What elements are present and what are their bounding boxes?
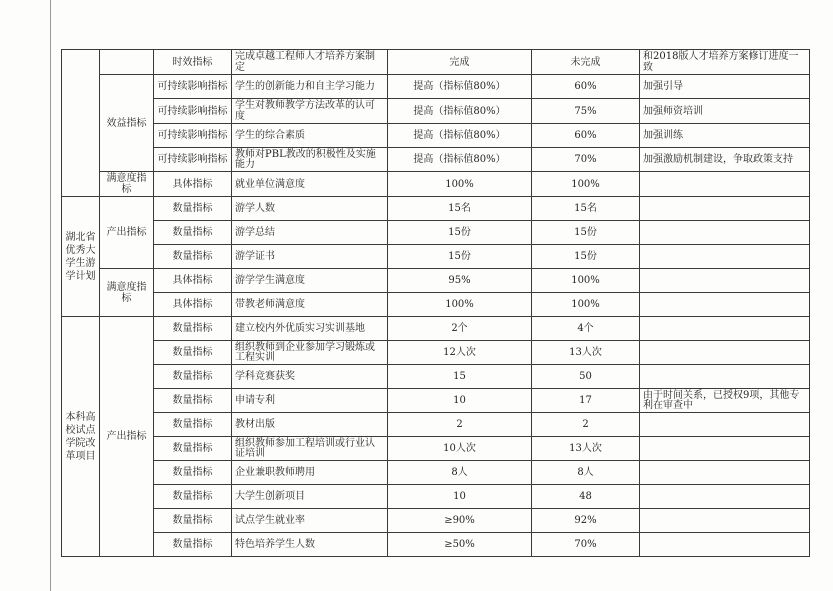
table-row bbox=[62, 461, 810, 485]
content-cell: 带教老师满意度 bbox=[232, 293, 388, 317]
level3-cell: 数量指标 bbox=[154, 533, 232, 557]
actual-cell: 70% bbox=[532, 148, 640, 172]
content-cell: 大学生创新项目 bbox=[232, 485, 388, 509]
actual-cell: 15份 bbox=[532, 245, 640, 269]
table-row bbox=[62, 172, 810, 197]
content-cell: 教材出版 bbox=[232, 413, 388, 437]
table-row bbox=[62, 293, 810, 317]
table-row bbox=[62, 533, 810, 557]
content-cell: 完成卓越工程师人才培养方案制定 bbox=[232, 50, 388, 75]
target-cell: 15名 bbox=[388, 197, 532, 221]
actual-cell: 4个 bbox=[532, 317, 640, 341]
note-cell bbox=[640, 341, 810, 365]
actual-cell: 100% bbox=[532, 269, 640, 293]
target-cell: 10 bbox=[388, 389, 532, 413]
content-cell: 组织教师到企业参加学习锻炼或工程实训 bbox=[232, 341, 388, 365]
target-cell: 12人次 bbox=[388, 341, 532, 365]
note-cell bbox=[640, 197, 810, 221]
actual-cell: 8人 bbox=[532, 461, 640, 485]
target-cell: 10人次 bbox=[388, 437, 532, 461]
target-cell: 2个 bbox=[388, 317, 532, 341]
target-cell: 8人 bbox=[388, 461, 532, 485]
level2-cell-blank bbox=[100, 50, 154, 75]
actual-cell: 13人次 bbox=[532, 437, 640, 461]
level3-cell: 数量指标 bbox=[154, 365, 232, 389]
table-row bbox=[62, 197, 810, 221]
table-row bbox=[62, 365, 810, 389]
content-cell: 申请专利 bbox=[232, 389, 388, 413]
note-cell: 加强引导 bbox=[640, 75, 810, 99]
actual-cell: 未完成 bbox=[532, 50, 640, 75]
table-row bbox=[62, 75, 810, 99]
level3-cell: 可持续影响指标 bbox=[154, 99, 232, 124]
content-cell: 学生对教师教学方法改革的认可度 bbox=[232, 99, 388, 124]
actual-cell: 60% bbox=[532, 75, 640, 99]
actual-cell: 100% bbox=[532, 172, 640, 197]
content-cell: 就业单位满意度 bbox=[232, 172, 388, 197]
content-cell: 组织教师参加工程培训或行业认证培训 bbox=[232, 437, 388, 461]
level2-cell-satisfaction: 满意度指标 bbox=[100, 269, 154, 317]
note-cell: 由于时间关系，已授权9项，其他专利在审查中 bbox=[640, 389, 810, 413]
target-cell: 10 bbox=[388, 485, 532, 509]
level3-cell: 具体指标 bbox=[154, 293, 232, 317]
table-row bbox=[62, 124, 810, 148]
level3-cell: 数量指标 bbox=[154, 317, 232, 341]
project-cell-pilot: 本科高校试点学院改革项目 bbox=[62, 317, 100, 557]
note-cell bbox=[640, 221, 810, 245]
note-cell bbox=[640, 269, 810, 293]
target-cell: 提高（指标值80%） bbox=[388, 148, 532, 172]
level3-cell: 可持续影响指标 bbox=[154, 124, 232, 148]
target-cell: ≥50% bbox=[388, 533, 532, 557]
actual-cell: 2 bbox=[532, 413, 640, 437]
actual-cell: 70% bbox=[532, 533, 640, 557]
level3-cell: 数量指标 bbox=[154, 413, 232, 437]
level3-cell: 具体指标 bbox=[154, 172, 232, 197]
content-cell: 游学人数 bbox=[232, 197, 388, 221]
note-cell bbox=[640, 461, 810, 485]
target-cell: 100% bbox=[388, 172, 532, 197]
level2-cell-satisfaction: 满意度指标 bbox=[100, 172, 154, 197]
level3-cell: 数量指标 bbox=[154, 437, 232, 461]
table-row bbox=[62, 389, 810, 413]
note-cell bbox=[640, 437, 810, 461]
target-cell: ≥90% bbox=[388, 509, 532, 533]
level3-cell: 数量指标 bbox=[154, 197, 232, 221]
content-cell: 试点学生就业率 bbox=[232, 509, 388, 533]
level3-cell: 数量指标 bbox=[154, 389, 232, 413]
content-cell: 游学证书 bbox=[232, 245, 388, 269]
target-cell: 提高（指标值80%） bbox=[388, 124, 532, 148]
level3-cell: 数量指标 bbox=[154, 341, 232, 365]
table-row bbox=[62, 509, 810, 533]
level3-cell: 数量指标 bbox=[154, 509, 232, 533]
content-cell: 学生的综合素质 bbox=[232, 124, 388, 148]
table-row bbox=[62, 485, 810, 509]
target-cell: 2 bbox=[388, 413, 532, 437]
actual-cell: 92% bbox=[532, 509, 640, 533]
table-row bbox=[62, 245, 810, 269]
actual-cell: 60% bbox=[532, 124, 640, 148]
note-cell: 加强激励机制建设，争取政策支持 bbox=[640, 148, 810, 172]
level3-cell: 数量指标 bbox=[154, 221, 232, 245]
actual-cell: 17 bbox=[532, 389, 640, 413]
level3-cell: 具体指标 bbox=[154, 269, 232, 293]
note-cell bbox=[640, 245, 810, 269]
table-row bbox=[62, 99, 810, 124]
table-row bbox=[62, 50, 810, 75]
level2-cell-effect: 效益指标 bbox=[100, 75, 154, 172]
table-row bbox=[62, 221, 810, 245]
project-cell-hubei: 湖北省优秀大学生游学计划 bbox=[62, 197, 100, 317]
project-cell-previous bbox=[62, 50, 100, 197]
actual-cell: 48 bbox=[532, 485, 640, 509]
note-cell bbox=[640, 413, 810, 437]
table-row bbox=[62, 413, 810, 437]
content-cell: 教师对PBL教改的积极性及实施能力 bbox=[232, 148, 388, 172]
note-cell: 加强师资培训 bbox=[640, 99, 810, 124]
actual-cell: 13人次 bbox=[532, 341, 640, 365]
actual-cell: 100% bbox=[532, 293, 640, 317]
content-cell: 游学总结 bbox=[232, 221, 388, 245]
target-cell: 提高（指标值80%） bbox=[388, 75, 532, 99]
note-cell bbox=[640, 485, 810, 509]
note-cell bbox=[640, 293, 810, 317]
target-cell: 95% bbox=[388, 269, 532, 293]
table-row bbox=[62, 341, 810, 365]
content-cell: 游学学生满意度 bbox=[232, 269, 388, 293]
level3-cell: 数量指标 bbox=[154, 485, 232, 509]
note-cell: 和2018版人才培养方案修订进度一致 bbox=[640, 50, 810, 75]
note-cell bbox=[640, 365, 810, 389]
actual-cell: 15名 bbox=[532, 197, 640, 221]
note-cell: 加强训练 bbox=[640, 124, 810, 148]
table-row bbox=[62, 148, 810, 172]
performance-indicator-table bbox=[61, 49, 810, 557]
content-cell: 学科竞赛获奖 bbox=[232, 365, 388, 389]
actual-cell: 75% bbox=[532, 99, 640, 124]
note-cell bbox=[640, 317, 810, 341]
target-cell: 完成 bbox=[388, 50, 532, 75]
level3-cell: 数量指标 bbox=[154, 245, 232, 269]
table-row bbox=[62, 437, 810, 461]
target-cell: 15 bbox=[388, 365, 532, 389]
target-cell: 15份 bbox=[388, 245, 532, 269]
note-cell bbox=[640, 533, 810, 557]
target-cell: 15份 bbox=[388, 221, 532, 245]
note-cell bbox=[640, 172, 810, 197]
content-cell: 企业兼职教师聘用 bbox=[232, 461, 388, 485]
content-cell: 建立校内外优质实习实训基地 bbox=[232, 317, 388, 341]
actual-cell: 15份 bbox=[532, 221, 640, 245]
level3-cell: 时效指标 bbox=[154, 50, 232, 75]
table-row bbox=[62, 269, 810, 293]
level3-cell: 可持续影响指标 bbox=[154, 148, 232, 172]
level3-cell: 数量指标 bbox=[154, 461, 232, 485]
content-cell: 特色培养学生人数 bbox=[232, 533, 388, 557]
margin-line bbox=[50, 0, 51, 591]
table-row bbox=[62, 317, 810, 341]
target-cell: 100% bbox=[388, 293, 532, 317]
target-cell: 提高（指标值80%） bbox=[388, 99, 532, 124]
level3-cell: 可持续影响指标 bbox=[154, 75, 232, 99]
actual-cell: 50 bbox=[532, 365, 640, 389]
note-cell bbox=[640, 509, 810, 533]
level2-cell-output: 产出指标 bbox=[100, 197, 154, 269]
content-cell: 学生的创新能力和自主学习能力 bbox=[232, 75, 388, 99]
level2-cell-output: 产出指标 bbox=[100, 317, 154, 557]
